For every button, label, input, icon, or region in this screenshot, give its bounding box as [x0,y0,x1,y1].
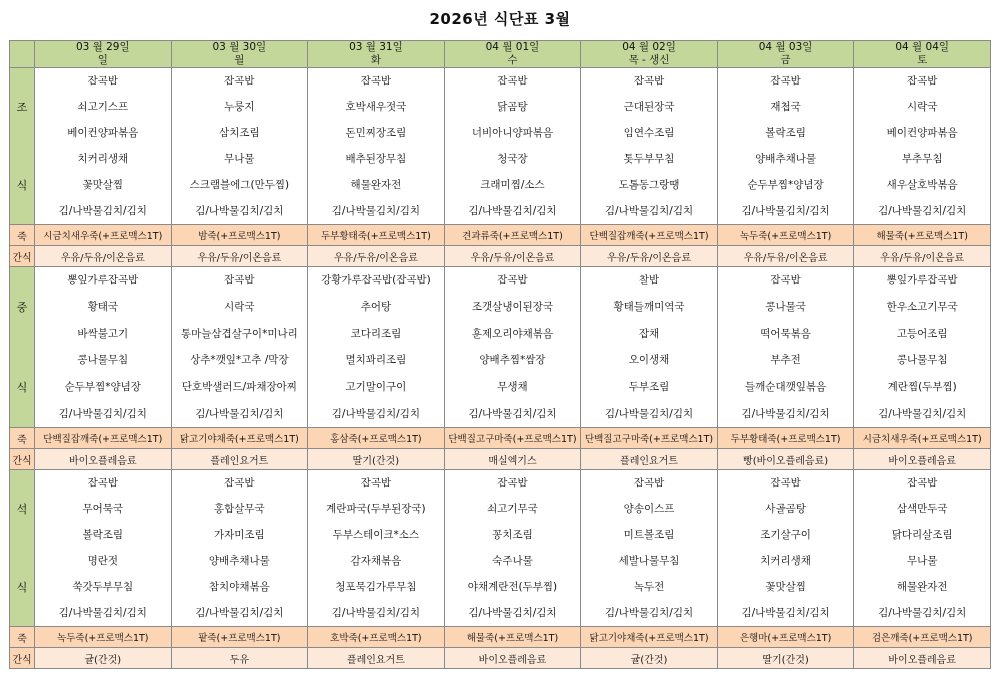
snack-item: 빵(바이오플레음료) [743,455,829,467]
menu-item: 치커리생채 [760,555,811,567]
menu-item: 새우살호박볶음 [886,179,958,191]
day-header [35,41,172,68]
menu-item: 김/나박물김치/김치 [331,205,421,217]
porridge-cell [581,627,718,648]
snack-item: 딸기(간것) [762,654,809,666]
porridge_lunch-row [10,428,991,449]
day-header [854,41,991,68]
menu-item: 홍합살무국 [213,503,265,515]
day-header [581,41,718,68]
menu-item: 순두부찜*양념장 [64,381,141,394]
lunch-cell [171,267,308,428]
menu-item: 통마늘삼겹살구이*미나리 [180,327,298,340]
dinner-cell [581,470,718,627]
breakfast-cell [717,68,854,225]
menu-item: 근대된장국 [623,101,675,113]
snack-cell [717,246,854,267]
porridge-item: 팥죽(+프로맥스1T) [198,633,281,644]
menu-item: 가자미조림 [213,529,265,541]
menu-item: 김/나박물김치/김치 [468,407,557,420]
menu-item: 잡곡밥 [906,477,938,489]
porridge-item: 시금치새우죽(+프로맥스1T) [862,434,982,445]
porridge-label: 죽 [17,434,27,446]
menu-item: 추어탕 [360,300,392,313]
porridge-item: 시금치새우죽(+프로맥스1T) [43,231,163,242]
snack-cell [171,648,308,669]
menu-item: 임연수조림 [623,127,675,139]
menu-item: 김/나박물김치/김치 [58,607,147,619]
menu-item: 잡곡밥 [497,477,528,489]
snack-item: 바이오플레음료 [888,654,956,666]
snack-item: 우유/두유/이온음료 [743,252,828,264]
snack-cell [444,449,581,470]
menu-item: 잡곡밥 [770,477,801,489]
snack-cell [854,246,991,267]
breakfast-row [10,68,991,225]
day-weekday: 금 [780,54,791,66]
menu-item: 뽕잎가루잡곡밥 [67,274,139,286]
day-date: 04 월 02일 [622,41,676,53]
corner-cell [10,41,35,68]
snack-cell [581,449,718,470]
menu-item: 잡곡밥 [633,75,665,87]
snack-item: 우유/두유/이온음료 [197,252,282,264]
menu-item: 고기말이구이 [345,381,407,394]
menu-item: 김/나박물김치/김치 [195,607,284,619]
menu-item: 감자채볶음 [350,555,402,567]
dinner-cell [854,470,991,627]
menu-item: 김/나박물김치/김치 [741,407,830,420]
menu-item: 사골곰탕 [765,503,806,515]
menu-item: 황태들깨미역국 [613,300,685,313]
porridge_dinner-label-cell [10,627,35,648]
snack-cell [444,648,581,669]
menu-item: 잡곡밥 [87,477,118,489]
lunch-row [10,267,991,428]
menu-item: 코다리조림 [350,327,402,340]
menu-item: 무어묵국 [82,503,124,515]
porridge-item: 녹두죽(+프로맥스1T) [57,633,149,644]
menu-item: 돈민찌장조림 [345,127,407,139]
menu-item: 잡곡밥 [224,75,255,87]
menu-item: 떡어묵볶음 [760,327,811,340]
porridge-item: 홍삼죽(+프로맥스1T) [330,434,422,445]
menu-item: 호박새우젓국 [345,101,407,113]
dinner-cell [308,470,445,627]
menu-item: 무나물 [224,153,255,165]
menu-item: 잡곡밥 [906,75,938,87]
dinner-cell [35,470,172,627]
porridge-item: 닭고기야채죽(+프로맥스1T) [179,434,299,445]
menu-item: 꽃맛살찜 [82,179,124,191]
meal-label-char: 식 [16,381,28,394]
menu-item: 꽃맛살찜 [765,581,806,593]
day-weekday: 목 - 생신 [628,54,670,66]
menu-item: 찰밥 [638,274,660,286]
porridge-cell [854,428,991,449]
porridge-cell [717,627,854,648]
snack-item: 플레인요거트 [620,455,679,467]
menu-item: 삼치조림 [219,127,260,139]
snack-item: 딸기(간것) [352,455,400,467]
snack_evening-row [10,648,991,669]
porridge-cell [171,225,308,246]
menu-item: 김/나박물김치/김치 [604,607,694,619]
porridge-cell [444,225,581,246]
menu-item: 치커리생채 [77,153,129,165]
dinner-cell [444,470,581,627]
menu-item: 잡곡밥 [497,75,528,87]
porridge-label: 죽 [17,231,27,243]
menu-item: 닭곰탕 [497,101,528,113]
menu-item: 야채계란전(두부찜) [467,581,558,593]
menu-item: 잡곡밥 [497,274,528,286]
menu-item: 김/나박물김치/김치 [195,407,284,420]
day-header [308,41,445,68]
snack-item: 귤(간것) [630,654,668,666]
lunch-cell [35,267,172,428]
menu-item: 콩나물무침 [77,354,129,367]
breakfast-cell [308,68,445,225]
menu-item: 청국장 [497,153,528,165]
porridge-item: 해물죽(+프로맥스1T) [876,231,968,242]
meal-label-char: 중 [16,301,28,314]
menu-item: 잡곡밥 [360,477,392,489]
snack-cell [308,246,445,267]
snack_afternoon-label-cell [10,449,35,470]
menu-item: 잡곡밥 [633,477,665,489]
porridge-cell [308,225,445,246]
porridge-cell [444,627,581,648]
menu-item: 쇠고기무국 [487,503,538,515]
snack_afternoon-row [10,449,991,470]
snack-cell [308,648,445,669]
menu-item: 숙주나물 [492,555,533,567]
menu-item: 멸치꽈리조림 [345,354,407,367]
porridge-cell [854,225,991,246]
menu-item: 시락국 [906,101,938,113]
menu-item: 양송이스프 [623,503,675,515]
porridge-cell [308,428,445,449]
day-weekday: 일 [97,54,108,66]
menu-item: 김/나박물김치/김치 [741,607,830,619]
porridge-cell [717,225,854,246]
day-weekday: 월 [234,54,245,66]
porridge-item: 은행마(+프로맥스1T) [739,633,832,644]
menu-item: 재첩국 [770,101,801,113]
snack-cell [581,648,718,669]
snack-item: 우유/두유/이온음료 [60,252,145,264]
porridge_lunch-label-cell [10,428,35,449]
menu-item: 조기살구이 [760,529,811,541]
snack_evening-label-cell [10,648,35,669]
snack-item: 우유/두유/이온음료 [333,252,418,264]
menu-item: 고등어조림 [896,327,948,340]
lunch-cell [854,267,991,428]
menu-item: 상추*깻잎*고추 /막장 [190,354,289,367]
porridge_breakfast-label-cell [10,225,35,246]
menu-item: 잡곡밥 [224,274,255,286]
snack-item: 플레인요거트 [210,455,269,467]
menu-item: 바싹불고기 [77,327,129,340]
porridge-item: 단백질잡깨죽(+프로맥스1T) [43,434,163,445]
day-date: 04 월 04일 [895,41,950,53]
lunch-cell [444,267,581,428]
menu-item: 시락국 [224,300,255,313]
menu-item: 톳두부무침 [623,153,675,165]
lunch-cell [581,267,718,428]
snack-cell [444,246,581,267]
menu-item: 김/나박물김치/김치 [878,205,967,217]
menu-item: 세발나물무침 [618,555,680,567]
porridge-cell [581,225,718,246]
menu-item: 김/나박물김치/김치 [331,607,421,619]
menu-item: 잡곡밥 [770,274,801,286]
menu-item: 김/나박물김치/김치 [604,407,694,420]
menu-item: 김/나박물김치/김치 [331,407,421,420]
menu-item: 두부조림 [628,381,670,394]
porridge-label: 죽 [17,633,27,645]
menu-item: 닭다리살조림 [891,529,953,541]
snack_morning-row [10,246,991,267]
porridge-item: 녹두죽(+프로맥스1T) [739,231,832,242]
menu-item: 잡곡밥 [360,75,392,87]
snack-item: 우유/두유/이온음료 [607,252,692,264]
dinner-label-cell [10,470,35,627]
menu-item: 김/나박물김치/김치 [58,205,147,217]
menu-item: 김/나박물김치/김치 [604,205,694,217]
porridge-item: 밤죽(+프로맥스1T) [198,231,281,242]
day-weekday: 수 [507,54,518,66]
menu-item: 잡곡밥 [87,75,118,87]
menu-item: 김/나박물김치/김치 [468,607,557,619]
menu-item: 베이컨양파볶음 [886,127,958,139]
snack-item: 귤(간것) [84,654,122,666]
day-weekday: 토 [917,54,928,66]
snack-cell [171,246,308,267]
menu-item: 김/나박물김치/김치 [741,205,830,217]
snack-label: 간식 [12,455,32,467]
snack-cell [35,246,172,267]
snack_morning-label-cell [10,246,35,267]
porridge-item: 해물죽(+프로맥스1T) [466,633,559,644]
snack-item: 플레인요거트 [346,654,405,666]
breakfast-cell [444,68,581,225]
snack-cell [717,648,854,669]
porridge-cell [444,428,581,449]
porridge_dinner-row [10,627,991,648]
menu-item: 김/나박물김치/김치 [878,407,967,420]
menu-item: 강황가루잡곡밥(잡곡밥) [321,274,431,286]
menu-item: 잡채 [638,327,660,340]
menu-item: 명란젓 [87,555,118,567]
porridge-item: 단백질고구마죽(+프로맥스1T) [448,434,577,445]
porridge-item: 단백질고구마죽(+프로맥스1T) [584,434,714,445]
menu-item: 김/나박물김치/김치 [878,607,967,619]
menu-item: 무생채 [497,381,528,394]
porridge-item: 호박죽(+프로맥스1T) [330,633,422,644]
porridge-cell [854,627,991,648]
menu-item: 해물완자전 [350,179,402,191]
snack-item: 두유 [229,654,249,666]
menu-item: 잡곡밥 [224,477,255,489]
breakfast-cell [35,68,172,225]
day-date: 03 월 29일 [75,41,130,53]
porridge-cell [35,428,172,449]
menu-item: 도톰동그랑땡 [618,179,680,191]
menu-item: 해물완자전 [896,581,948,593]
menu-item: 계란파국(두부된장국) [326,503,426,515]
snack-item: 바이오플레음료 [888,455,956,467]
porridge-cell [171,627,308,648]
snack-label: 간식 [12,252,32,264]
menu-item: 콩나물무침 [896,354,948,367]
snack-item: 우유/두유/이온음료 [470,252,555,264]
menu-item: 들깨순대깻잎볶음 [745,381,827,394]
menu-item: 볼락조림 [765,127,806,139]
meal-plan-table [9,40,991,669]
menu-item: 꽁치조림 [492,529,533,541]
menu-item: 단호박샐러드/파채장아찌 [181,381,297,394]
menu-item: 너비아니양파볶음 [471,127,554,139]
porridge-cell [35,627,172,648]
porridge-item: 두부황태죽(+프로맥스1T) [320,231,431,242]
dinner-row [10,470,991,627]
snack-item: 우유/두유/이온음료 [880,252,965,264]
menu-item: 잡곡밥 [770,75,801,87]
dinner-cell [171,470,308,627]
meal-label-char: 식 [16,581,28,594]
menu-item: 누룽지 [224,101,255,113]
snack-cell [854,449,991,470]
menu-item: 양배추채나물 [755,153,817,165]
menu-item: 계란찜(두부찜) [887,381,957,394]
porridge-cell [717,428,854,449]
menu-item: 조갯살냉이된장국 [471,300,554,313]
day-date: 03 월 30일 [212,41,267,53]
porridge-item: 두부황태죽(+프로맥스1T) [730,434,841,445]
day-header [444,41,581,68]
menu-item: 삼색만두국 [896,503,948,515]
snack-cell [171,449,308,470]
day-date: 03 월 31일 [349,41,403,53]
day-date: 04 월 03일 [758,41,813,53]
header-row [10,41,991,68]
porridge-cell [171,428,308,449]
menu-item: 무나물 [906,555,938,567]
snack-cell [308,449,445,470]
lunch-cell [308,267,445,428]
menu-item: 볼락조림 [82,529,124,541]
porridge-item: 닭고기야채죽(+프로맥스1T) [589,633,709,644]
snack-item: 바이오플레음료 [68,455,137,467]
lunch-cell [717,267,854,428]
menu-item: 쑥갓두부무침 [72,581,134,593]
menu-item: 배추된장무침 [345,153,407,165]
menu-item: 양배추찜*쌈장 [479,354,546,367]
menu-item: 스크램블에그(만두찜) [189,179,290,191]
menu-item: 콩나물국 [765,300,806,313]
day-date: 04 월 01일 [485,41,540,53]
menu-item: 김/나박물김치/김치 [195,205,284,217]
menu-item: 쇠고기스프 [77,101,129,113]
menu-item: 오이생채 [628,354,670,367]
snack-cell [35,648,172,669]
menu-item: 훈제오리야채볶음 [471,327,554,340]
menu-item: 한우소고기무국 [886,300,958,313]
day-weekday: 화 [370,54,381,66]
porridge-cell [35,225,172,246]
menu-item: 김/나박물김치/김치 [468,205,557,217]
dinner-cell [717,470,854,627]
snack-cell [35,449,172,470]
snack-item: 바이오플레음료 [478,654,547,666]
menu-item: 크래미찜/소스 [480,179,545,191]
meal-label-char: 조 [16,101,28,114]
snack-cell [717,449,854,470]
menu-item: 부추전 [770,354,801,367]
day-header [171,41,308,68]
meal-label-char: 석 [16,503,28,516]
meal-label-char: 식 [16,179,28,192]
menu-item: 김/나박물김치/김치 [58,407,147,420]
menu-item: 부추무침 [901,153,943,165]
snack-cell [581,246,718,267]
day-header [717,41,854,68]
snack-cell [854,648,991,669]
breakfast-cell [581,68,718,225]
porridge-item: 견과류죽(+프로맥스1T) [462,231,563,242]
porridge-cell [581,428,718,449]
menu-item: 참치야채볶음 [208,581,270,593]
breakfast-cell [171,68,308,225]
page-title: 2026년 식단표 3월 [429,10,571,28]
menu-item: 베이컨양파볶음 [67,127,139,139]
menu-item: 두부스테이크*소스 [332,529,420,541]
snack-label: 간식 [12,654,32,666]
breakfast-label-cell [10,68,35,225]
menu-item: 미트볼조림 [623,529,675,541]
menu-item: 녹두전 [633,581,665,593]
breakfast-cell [854,68,991,225]
snack-item: 매실엑기스 [488,455,537,467]
menu-item: 양배추채나물 [208,555,270,567]
menu-item: 순두부찜*양념장 [747,179,824,191]
menu-item: 황태국 [87,300,118,313]
porridge-cell [308,627,445,648]
menu-item: 청포묵김가루무침 [335,581,417,593]
porridge-item: 검은깨죽(+프로맥스1T) [871,633,973,644]
porridge-item: 단백질잡깨죽(+프로맥스1T) [589,231,709,242]
lunch-label-cell [10,267,35,428]
menu-item: 뽕잎가루잡곡밥 [886,274,958,286]
porridge_breakfast-row [10,225,991,246]
